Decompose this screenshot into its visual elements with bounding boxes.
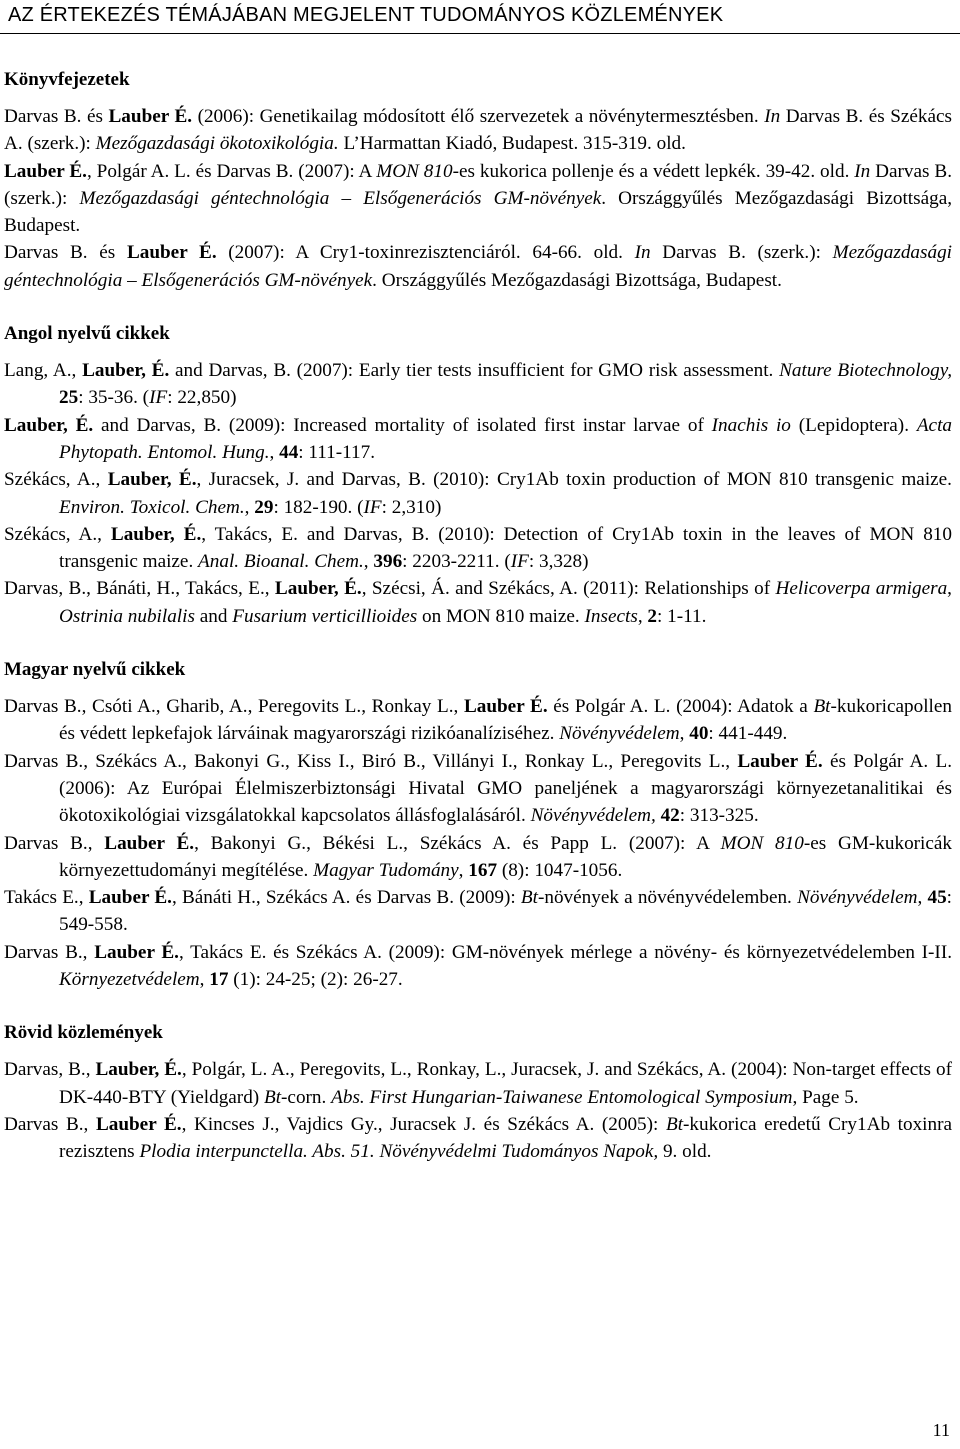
text-segment: : 111-117.: [298, 441, 376, 463]
section-3: [4, 1019, 952, 1165]
publication-entry: [4, 575, 952, 630]
bold-segment: Lauber, É.: [107, 469, 197, 491]
bold-segment: 2: [647, 605, 657, 627]
text-segment: Lang, A.,: [4, 360, 83, 382]
bold-segment: 42: [655, 805, 680, 827]
publication-entry: [4, 158, 952, 240]
text-segment: Darvas B. (szerk.):: [650, 242, 833, 264]
publication-entry: [4, 884, 952, 939]
text-segment: ,: [679, 723, 690, 745]
text-segment: , Bakonyi G., Békési L., Székács A. és Papp L. (2007): A: [194, 832, 721, 854]
bold-segment: Lauber, É.: [95, 1059, 182, 1081]
text-segment: . Országgyűlés Mezőgazdasági Bizottsága, Budapest.: [372, 269, 782, 291]
bold-segment: 45: [927, 887, 947, 909]
text-segment: , Takács E. és Székács A. (2009): GM-növények mérlege a növény- és környezetvédelemben I-II.: [178, 941, 953, 963]
italic-segment: MON 810: [376, 160, 453, 182]
text-segment: ,: [199, 969, 210, 991]
section-title: Rövid közlemények: [4, 1022, 163, 1044]
italic-segment: Fusarium verticillioides: [232, 605, 418, 627]
text-segment: : 22,850): [167, 387, 237, 409]
text-segment: -növények a növényvédelemben.: [537, 887, 798, 909]
text-segment: Darvas B.,: [4, 1113, 96, 1135]
page-number: 11: [932, 1420, 950, 1440]
text-segment: : 313-325.: [679, 805, 759, 827]
italic-segment: Növényvédelem,: [530, 805, 656, 827]
text-segment: , Page 5.: [792, 1086, 859, 1108]
text-segment: , Kincses J., Vajdics Gy., Juracsek J. és Székács A. (2005):: [181, 1113, 666, 1135]
entry-list: [4, 1056, 952, 1165]
italic-segment: IF: [510, 551, 529, 573]
text-segment: , Juracsek, J. and Darvas, B. (2010): Cry1Ab toxin production of MON 810 transgenic maize.: [196, 469, 952, 491]
italic-segment: Mezőgazdasági ökotoxikológia.: [95, 133, 339, 155]
italic-segment: Abs. First Hungarian-Taiwanese Entomological Symposium: [331, 1086, 793, 1108]
italic-segment: Anal. Bioanal. Chem.: [198, 551, 364, 573]
bold-segment: 29: [254, 496, 274, 518]
bold-segment: Lauber, É.: [4, 414, 94, 436]
text-segment: Darvas B.,: [4, 941, 95, 963]
bold-segment: Lauber É.: [104, 832, 195, 854]
publication-entry: [4, 521, 952, 576]
text-segment: 9. old.: [658, 1141, 712, 1163]
text-segment: ,: [458, 859, 469, 881]
text-segment: Darvas B. és Székács A. (szerk.):: [4, 106, 953, 155]
text-segment: (8): 1047-1056.: [497, 859, 623, 881]
text-segment: : 441-449.: [708, 723, 788, 745]
text-segment: Darvas, B.,: [4, 1059, 96, 1081]
text-segment: : 549-558.: [59, 887, 952, 936]
italic-segment: Bt: [665, 1113, 684, 1135]
publication-entry: [4, 748, 952, 830]
text-segment: Darvas B. és: [4, 106, 109, 127]
text-segment: : 2,310): [381, 496, 442, 518]
text-segment: Darvas B., Székács A., Bakonyi G., Kiss I., Biró B., Villányi I., Ronkay L., Peregovits L.,: [4, 750, 738, 772]
bold-segment: Lauber É.: [126, 242, 217, 264]
bold-segment: 17: [209, 969, 229, 991]
text-segment: , Takács, E. and Darvas, B. (2010): Detection of Cry1Ab toxin in the leaves of MON 810 transgenic maize.: [59, 523, 952, 573]
text-segment: -kukoricapollen és védett lepkefajok lárváinak magyarországi rizikóanalíziséhez.: [59, 696, 952, 745]
bold-segment: Lauber, É.: [274, 578, 362, 600]
italic-segment: In: [764, 106, 781, 127]
text-segment: , Polgár, L. A., Peregovits, L., Ronkay, L., Juracsek, J. and Székács, A. (2004): Non-target effects of DK-440-BTY (Yieldgard): [59, 1059, 952, 1108]
text-segment: Székács, A.,: [4, 523, 111, 545]
italic-segment: Növényvédelem: [797, 887, 918, 909]
text-segment: (1): 24-25; (2): 26-27.: [228, 969, 403, 991]
bold-segment: Lauber, É.: [82, 360, 170, 382]
italic-segment: Environ. Toxicol. Chem.: [59, 496, 245, 518]
italic-segment: Bt: [813, 696, 831, 718]
text-segment: -es kukorica pollenje és a védett lepkék. 39-42. old.: [452, 160, 855, 182]
text-segment: Székács, A.,: [4, 469, 108, 491]
text-segment: Darvas B. (szerk.):: [4, 160, 953, 209]
bold-segment: Lauber É.: [95, 1113, 182, 1135]
publication-entry: [4, 830, 952, 885]
bold-segment: Lauber É.: [737, 750, 823, 772]
header-rule: [0, 33, 960, 34]
section-title: Magyar nyelvű cikkek: [4, 659, 186, 681]
italic-segment: Inachis io: [711, 414, 791, 436]
italic-segment: Magyar Tudomány: [313, 859, 459, 881]
section-title: Angol nyelvű cikkek: [4, 323, 170, 345]
italic-segment: Bt: [263, 1086, 282, 1108]
italic-segment: Bt: [520, 887, 538, 909]
text-segment: : 35-36. (: [78, 387, 150, 409]
publication-entry: [4, 939, 952, 994]
publication-entry: [4, 1056, 952, 1111]
bold-segment: Lauber É.: [463, 696, 548, 718]
text-segment: ,: [917, 887, 928, 909]
publication-entry: [4, 412, 952, 467]
text-segment: -corn.: [281, 1086, 332, 1108]
text-segment: ,: [244, 496, 255, 518]
italic-segment: Környezetvédelem: [59, 969, 200, 991]
text-segment: Darvas B., Csóti A., Gharib, A., Peregovits L., Ronkay L.,: [4, 696, 464, 718]
italic-segment: Mezőgazdasági géntechnológia – Elsőgenerációs GM-növények: [4, 242, 952, 291]
publication-entry: [4, 239, 952, 294]
page-header: AZ ÉRTEKEZÉS TÉMÁJÁBAN MEGJELENT TUDOMÁNYOS KÖZLEMÉNYEK: [8, 4, 724, 26]
text-segment: (2006): Genetikailag módosított élő szervezetek a növénytermesztésben.: [192, 106, 765, 127]
text-segment: ,: [947, 578, 952, 600]
text-segment: L’Harmattan Kiadó, Budapest. 315-319. old.: [338, 133, 686, 155]
publication-entry: [4, 466, 952, 521]
italic-segment: Ostrinia nubilalis: [59, 605, 195, 627]
bold-segment: 25: [59, 387, 79, 409]
text-segment: (Lepidoptera).: [790, 414, 917, 436]
italic-segment: Plodia interpunctella. Abs. 51. Növényvédelmi Tudományos Napok,: [139, 1141, 659, 1163]
italic-segment: IF: [149, 387, 168, 409]
publication-list: [4, 66, 952, 1166]
italic-segment: In: [634, 242, 651, 264]
bold-segment: Lauber, É.: [110, 523, 202, 545]
text-segment: ,: [363, 551, 374, 573]
text-segment: and Darvas, B. (2009): Increased mortality of isolated first instar larvae of: [93, 414, 712, 436]
text-segment: and Darvas, B. (2007): Early tier tests insufficient for GMO risk assessment.: [169, 360, 780, 382]
text-segment: : 1-11.: [657, 605, 707, 627]
bold-segment: Lauber É.: [108, 106, 193, 127]
italic-segment: Insects: [584, 605, 638, 627]
publication-entry: [4, 693, 952, 748]
text-segment: Darvas, B., Bánáti, H., Takács, E.,: [4, 578, 275, 600]
section-1: [4, 320, 952, 630]
text-segment: . Országgyűlés Mezőgazdasági Bizottsága, Budapest.: [4, 187, 953, 237]
text-segment: -es GM-kukoricák környezettudományi megítélése.: [59, 832, 953, 881]
bold-segment: Lauber É.: [88, 887, 172, 909]
section-0: [4, 66, 952, 294]
italic-segment: Helicoverpa armigera: [775, 578, 948, 600]
bold-segment: Lauber É.: [94, 941, 179, 963]
text-segment: , Szécsi, Á. and Székács, A. (2011): Relationships of: [361, 578, 776, 600]
italic-segment: IF: [363, 496, 382, 518]
text-segment: : 182-190. (: [273, 496, 364, 518]
text-segment: on MON 810 maize.: [417, 605, 585, 627]
publication-entry: [4, 1111, 952, 1166]
text-segment: és Polgár A. L. (2006): Az Európai Élelmiszerbiztonsági Hivatal GMO paneljének a magyarországi környezetanalitikai és ökotoxikológiai vizsgálatokkal kapcsolatos állásfoglalásáról.: [59, 750, 953, 827]
publication-entry: [4, 103, 952, 158]
text-segment: : 3,328): [528, 551, 589, 573]
text-segment: , Polgár A. L. és Darvas B. (2007): A: [86, 160, 377, 182]
text-segment: -kukorica eredetű Cry1Ab toxinra rezisztens: [59, 1113, 952, 1163]
publication-entry: [4, 357, 952, 412]
text-segment: Darvas B.,: [4, 832, 105, 854]
entry-list: [4, 357, 952, 630]
italic-segment: Nature Biotechnology,: [779, 360, 952, 382]
italic-segment: Növényvédelem: [559, 723, 680, 745]
bold-segment: 167: [468, 859, 498, 881]
bold-segment: Lauber É.: [4, 160, 87, 182]
text-segment: Takács E.,: [4, 887, 89, 909]
text-segment: and: [194, 605, 233, 627]
italic-segment: Acta Phytopath. Entomol. Hung.: [59, 414, 952, 463]
section-title: Könyvfejezetek: [4, 69, 130, 90]
entry-list: [4, 103, 952, 294]
bold-segment: 40: [689, 723, 709, 745]
section-2: [4, 656, 952, 993]
text-segment: ,: [269, 441, 280, 463]
bold-segment: 396: [373, 551, 403, 573]
text-segment: és Polgár A. L. (2004): Adatok a: [547, 696, 814, 718]
italic-segment: Mezőgazdasági géntechnológia – Elsőgenerációs GM-növények: [79, 187, 602, 209]
bold-segment: 44: [279, 441, 299, 463]
text-segment: : 2203-2211. (: [402, 551, 511, 573]
text-segment: ,: [637, 605, 648, 627]
text-segment: (2007): A Cry1-toxinrezisztenciáról. 64-66. old.: [216, 242, 635, 264]
entry-list: [4, 693, 952, 993]
italic-segment: In: [854, 160, 871, 182]
text-segment: , Bánáti H., Székács A. és Darvas B. (2009):: [171, 887, 521, 909]
text-segment: Darvas B. és: [4, 242, 127, 264]
italic-segment: MON 810: [720, 832, 804, 854]
